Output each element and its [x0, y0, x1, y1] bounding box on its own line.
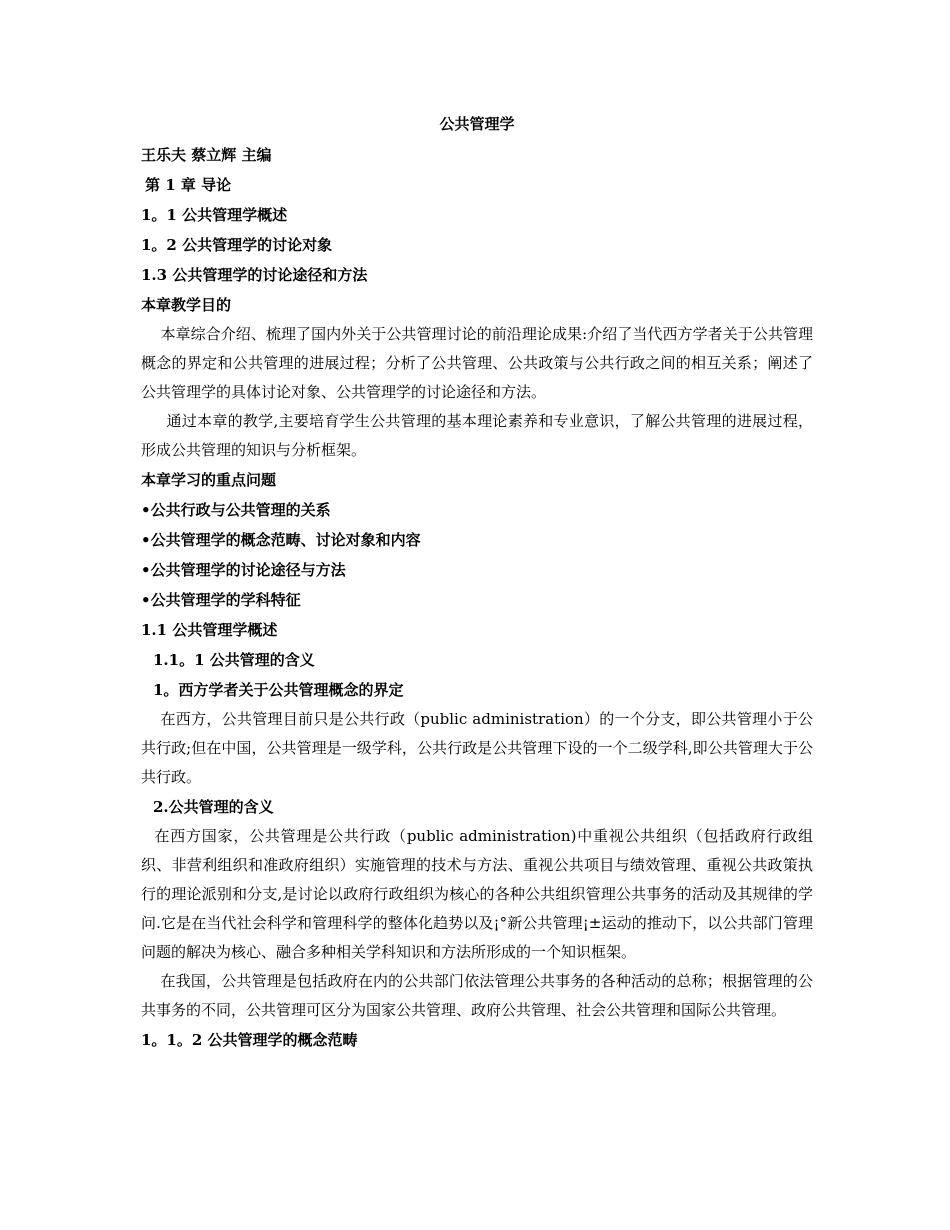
teaching-goal-heading: 本章教学目的 — [141, 296, 232, 314]
subsection-heading: 1。1。2 公共管理学的概念范畴 — [141, 1031, 358, 1049]
key-issue-item: •公共行政与公共管理的关系 — [141, 501, 331, 519]
key-issue-item: •公共管理学的概念范畴、讨论对象和内容 — [141, 531, 421, 549]
document-title: 公共管理学 — [439, 115, 515, 133]
subsection-heading: 1.1。1 公共管理的含义 — [153, 651, 315, 669]
key-issues-heading: 本章学习的重点问题 — [141, 471, 277, 489]
body-paragraph: 在西方国家，公共管理是公共行政（public administration)中重视公共组织（包括政府行政组织、非营利组织和准政府组织）实施管理的技术与方法、重视公共项目与绩效管理、重视公共政策执行的理论派别和分支,是讨论以政府行政组织为核心的各种公共组织管理公共事务的活动及其规律的学问.它是在当代社会科学和管理科学的整体化趋势以及¡°新公共管理¡±运动的推动下，以公共部门管理问题的解决为核心、融合多种相关学科知识和方法所形成的一个知识框架。 — [141, 827, 813, 961]
point-heading: 2.公共管理的含义 — [153, 798, 274, 816]
teaching-goal-paragraph: 本章综合介绍、梳理了国内外关于公共管理讨论的前沿理论成果:介绍了当代西方学者关于公共管理概念的界定和公共管理的进展过程；分析了公共管理、公共政策与公共行政之间的相互关系；阐述了公共管理学的具体讨论对象、公共管理学的讨论途径和方法。 — [141, 325, 813, 401]
toc-item: 1。2 公共管理学的讨论对象 — [141, 236, 333, 254]
document-page — [141, 110, 813, 1055]
point-heading: 1。西方学者关于公共管理概念的界定 — [153, 681, 404, 699]
body-paragraph: 在西方，公共管理目前只是公共行政（public administration）的一个分支，即公共管理小于公共行政;但在中国，公共管理是一级学科，公共行政是公共管理下设的一个二级学科,即公共管理大于公共行政。 — [141, 710, 813, 786]
toc-item: 1。1 公共管理学概述 — [141, 206, 288, 224]
authors-line: 王乐夫 蔡立辉 主编 — [141, 146, 272, 164]
teaching-goal-paragraph: 通过本章的教学,主要培育学生公共管理的基本理论素养和专业意识，了解公共管理的进展过程，形成公共管理的知识与分析框架。 — [141, 412, 813, 459]
body-paragraph: 在我国，公共管理是包括政府在内的公共部门依法管理公共事务的各种活动的总称；根据管理的公共事务的不同，公共管理可区分为国家公共管理、政府公共管理、社会公共管理和国际公共管理。 — [141, 972, 813, 1019]
section-heading: 1.1 公共管理学概述 — [141, 621, 278, 639]
chapter-heading: 第 1 章 导论 — [145, 176, 232, 194]
toc-item: 1.3 公共管理学的讨论途径和方法 — [141, 266, 368, 284]
key-issue-item: •公共管理学的讨论途径与方法 — [141, 561, 346, 579]
key-issue-item: •公共管理学的学科特征 — [141, 591, 301, 609]
